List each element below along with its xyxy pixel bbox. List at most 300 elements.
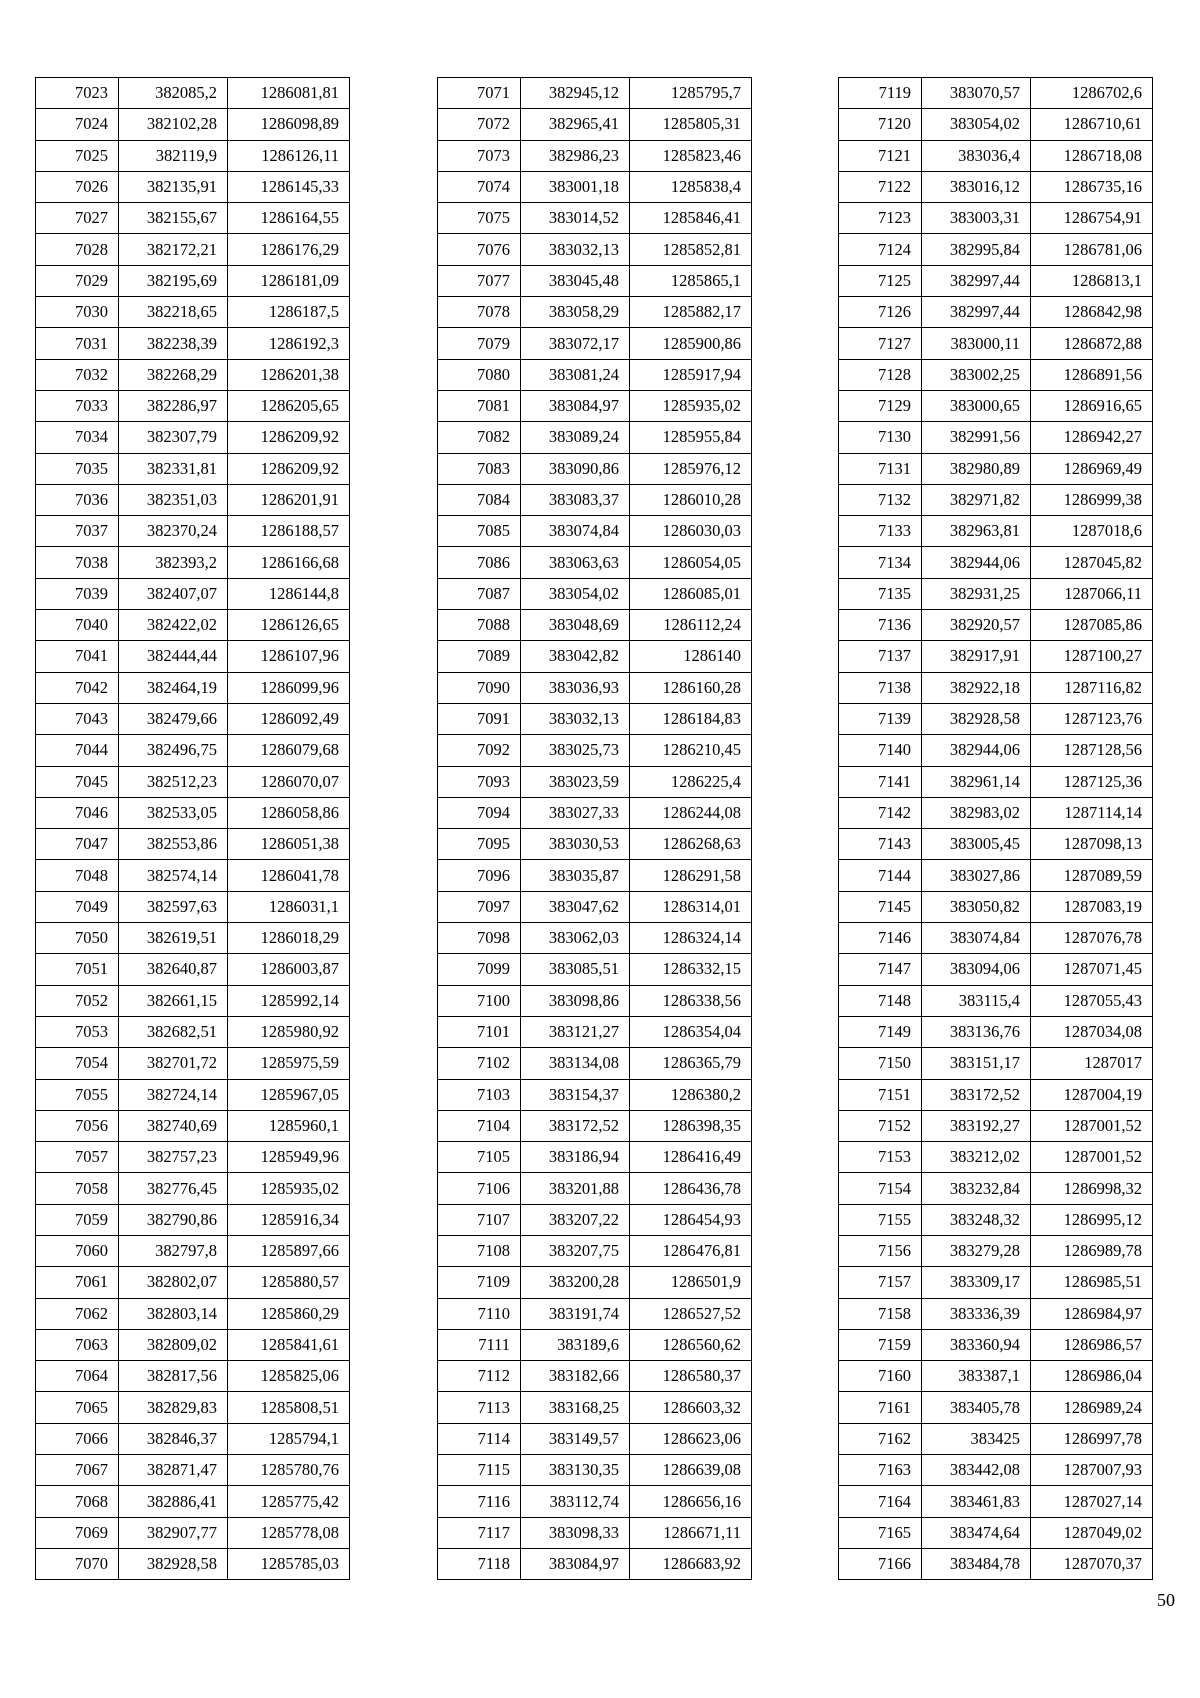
point-number-cell: 7051 <box>36 954 119 985</box>
point-number-cell: 7092 <box>438 735 521 766</box>
table-row <box>438 1423 752 1454</box>
point-number-cell: 7062 <box>36 1298 119 1329</box>
x-coordinate-cell: 383014,52 <box>521 203 630 234</box>
point-number-cell: 7114 <box>438 1423 521 1454</box>
point-number-cell: 7080 <box>438 359 521 390</box>
y-coordinate-cell: 1287089,59 <box>1031 860 1153 891</box>
point-number-cell: 7052 <box>36 985 119 1016</box>
x-coordinate-cell: 383001,18 <box>521 171 630 202</box>
y-coordinate-cell: 1286081,81 <box>228 78 350 109</box>
point-number-cell: 7075 <box>438 203 521 234</box>
y-coordinate-cell: 1286995,12 <box>1031 1204 1153 1235</box>
y-coordinate-cell: 1285860,29 <box>228 1298 350 1329</box>
x-coordinate-cell: 383134,08 <box>521 1048 630 1079</box>
x-coordinate-cell: 382268,29 <box>119 359 228 390</box>
table-row <box>36 610 350 641</box>
point-number-cell: 7089 <box>438 641 521 672</box>
x-coordinate-cell: 382922,18 <box>922 672 1031 703</box>
x-coordinate-cell: 382790,86 <box>119 1204 228 1235</box>
point-number-cell: 7065 <box>36 1392 119 1423</box>
x-coordinate-cell: 383025,73 <box>521 735 630 766</box>
point-number-cell: 7027 <box>36 203 119 234</box>
point-number-cell: 7096 <box>438 860 521 891</box>
point-number-cell: 7078 <box>438 297 521 328</box>
table-row <box>36 547 350 578</box>
x-coordinate-cell: 383191,74 <box>521 1298 630 1329</box>
x-coordinate-cell: 382928,58 <box>119 1548 228 1579</box>
table-row <box>36 829 350 860</box>
table-row <box>36 109 350 140</box>
x-coordinate-cell: 382597,63 <box>119 891 228 922</box>
point-number-cell: 7125 <box>839 265 922 296</box>
y-coordinate-cell: 1287076,78 <box>1031 923 1153 954</box>
x-coordinate-cell: 383279,28 <box>922 1235 1031 1266</box>
y-coordinate-cell: 1287055,43 <box>1031 985 1153 1016</box>
x-coordinate-cell: 382797,8 <box>119 1235 228 1266</box>
table-row <box>839 1267 1153 1298</box>
x-coordinate-cell: 383000,11 <box>922 328 1031 359</box>
table-row <box>438 453 752 484</box>
table-row <box>438 735 752 766</box>
table-row <box>438 1329 752 1360</box>
table-row <box>438 1204 752 1235</box>
table-row <box>36 954 350 985</box>
point-number-cell: 7157 <box>839 1267 922 1298</box>
point-number-cell: 7054 <box>36 1048 119 1079</box>
point-number-cell: 7131 <box>839 453 922 484</box>
point-number-cell: 7108 <box>438 1235 521 1266</box>
point-number-cell: 7061 <box>36 1267 119 1298</box>
x-coordinate-cell: 383002,25 <box>922 359 1031 390</box>
table-row <box>839 140 1153 171</box>
x-coordinate-cell: 383081,24 <box>521 359 630 390</box>
y-coordinate-cell: 1286872,88 <box>1031 328 1153 359</box>
point-number-cell: 7097 <box>438 891 521 922</box>
y-coordinate-cell: 1286209,92 <box>228 422 350 453</box>
x-coordinate-cell: 382757,23 <box>119 1142 228 1173</box>
x-coordinate-cell: 382986,23 <box>521 140 630 171</box>
y-coordinate-cell: 1286098,89 <box>228 109 350 140</box>
x-coordinate-cell: 382965,41 <box>521 109 630 140</box>
point-number-cell: 7100 <box>438 985 521 1016</box>
table-row <box>438 641 752 672</box>
point-number-cell: 7161 <box>839 1392 922 1423</box>
x-coordinate-cell: 383050,82 <box>922 891 1031 922</box>
point-number-cell: 7143 <box>839 829 922 860</box>
point-number-cell: 7046 <box>36 797 119 828</box>
point-number-cell: 7082 <box>438 422 521 453</box>
x-coordinate-cell: 382407,07 <box>119 578 228 609</box>
point-number-cell: 7066 <box>36 1423 119 1454</box>
point-number-cell: 7099 <box>438 954 521 985</box>
table-row <box>36 766 350 797</box>
y-coordinate-cell: 1287017 <box>1031 1048 1153 1079</box>
table-row <box>438 954 752 985</box>
x-coordinate-cell: 382802,07 <box>119 1267 228 1298</box>
x-coordinate-cell: 383207,75 <box>521 1235 630 1266</box>
point-number-cell: 7058 <box>36 1173 119 1204</box>
x-coordinate-cell: 383016,12 <box>922 171 1031 202</box>
point-number-cell: 7145 <box>839 891 922 922</box>
y-coordinate-cell: 1286099,96 <box>228 672 350 703</box>
x-coordinate-cell: 383232,84 <box>922 1173 1031 1204</box>
x-coordinate-cell: 383005,45 <box>922 829 1031 860</box>
y-coordinate-cell: 1285935,02 <box>630 390 752 421</box>
point-number-cell: 7137 <box>839 641 922 672</box>
y-coordinate-cell: 1285949,96 <box>228 1142 350 1173</box>
table-row <box>839 860 1153 891</box>
x-coordinate-cell: 383023,59 <box>521 766 630 797</box>
x-coordinate-cell: 383089,24 <box>521 422 630 453</box>
y-coordinate-cell: 1286164,55 <box>228 203 350 234</box>
y-coordinate-cell: 1286332,15 <box>630 954 752 985</box>
table-row <box>36 1235 350 1266</box>
y-coordinate-cell: 1286166,68 <box>228 547 350 578</box>
table-row <box>839 672 1153 703</box>
table-row <box>36 1517 350 1548</box>
x-coordinate-cell: 382917,91 <box>922 641 1031 672</box>
x-coordinate-cell: 382995,84 <box>922 234 1031 265</box>
point-number-cell: 7071 <box>438 78 521 109</box>
x-coordinate-cell: 382871,47 <box>119 1455 228 1486</box>
y-coordinate-cell: 1286560,62 <box>630 1329 752 1360</box>
table-row <box>839 390 1153 421</box>
x-coordinate-cell: 382928,58 <box>922 703 1031 734</box>
point-number-cell: 7141 <box>839 766 922 797</box>
x-coordinate-cell: 382829,83 <box>119 1392 228 1423</box>
point-number-cell: 7142 <box>839 797 922 828</box>
table-row <box>438 1548 752 1579</box>
y-coordinate-cell: 1286140 <box>630 641 752 672</box>
point-number-cell: 7064 <box>36 1361 119 1392</box>
table-row <box>438 140 752 171</box>
y-coordinate-cell: 1285960,1 <box>228 1110 350 1141</box>
x-coordinate-cell: 382931,25 <box>922 578 1031 609</box>
table-row <box>36 359 350 390</box>
y-coordinate-cell: 1286986,57 <box>1031 1329 1153 1360</box>
table-row <box>839 578 1153 609</box>
table-row <box>36 703 350 734</box>
point-number-cell: 7150 <box>839 1048 922 1079</box>
x-coordinate-cell: 383084,97 <box>521 390 630 421</box>
table-row <box>839 203 1153 234</box>
table-row <box>839 735 1153 766</box>
x-coordinate-cell: 382218,65 <box>119 297 228 328</box>
table-row <box>839 78 1153 109</box>
x-coordinate-cell: 382997,44 <box>922 297 1031 328</box>
point-number-cell: 7147 <box>839 954 922 985</box>
x-coordinate-cell: 383003,31 <box>922 203 1031 234</box>
point-number-cell: 7048 <box>36 860 119 891</box>
y-coordinate-cell: 1286126,65 <box>228 610 350 641</box>
table-row <box>438 923 752 954</box>
x-coordinate-cell: 383189,6 <box>521 1329 630 1360</box>
x-coordinate-cell: 383035,87 <box>521 860 630 891</box>
y-coordinate-cell: 1285823,46 <box>630 140 752 171</box>
y-coordinate-cell: 1285865,1 <box>630 265 752 296</box>
y-coordinate-cell: 1285880,57 <box>228 1267 350 1298</box>
point-number-cell: 7109 <box>438 1267 521 1298</box>
x-coordinate-cell: 383192,27 <box>922 1110 1031 1141</box>
coordinate-table-middle <box>437 77 752 1580</box>
point-number-cell: 7077 <box>438 265 521 296</box>
table-row <box>36 923 350 954</box>
table-row <box>438 547 752 578</box>
point-number-cell: 7120 <box>839 109 922 140</box>
x-coordinate-cell: 383058,29 <box>521 297 630 328</box>
point-number-cell: 7138 <box>839 672 922 703</box>
x-coordinate-cell: 382961,14 <box>922 766 1031 797</box>
table-row <box>36 985 350 1016</box>
table-row <box>438 985 752 1016</box>
table-row <box>36 641 350 672</box>
point-number-cell: 7049 <box>36 891 119 922</box>
x-coordinate-cell: 382574,14 <box>119 860 228 891</box>
point-number-cell: 7085 <box>438 516 521 547</box>
x-coordinate-cell: 382776,45 <box>119 1173 228 1204</box>
point-number-cell: 7032 <box>36 359 119 390</box>
point-number-cell: 7122 <box>839 171 922 202</box>
y-coordinate-cell: 1286735,16 <box>1031 171 1153 202</box>
table-row <box>438 1016 752 1047</box>
table-row <box>839 1142 1153 1173</box>
y-coordinate-cell: 1286989,24 <box>1031 1392 1153 1423</box>
y-coordinate-cell: 1287004,19 <box>1031 1079 1153 1110</box>
x-coordinate-cell: 383036,93 <box>521 672 630 703</box>
y-coordinate-cell: 1285805,31 <box>630 109 752 140</box>
table-row <box>839 1329 1153 1360</box>
point-number-cell: 7025 <box>36 140 119 171</box>
y-coordinate-cell: 1286070,07 <box>228 766 350 797</box>
y-coordinate-cell: 1286291,58 <box>630 860 752 891</box>
x-coordinate-cell: 383336,39 <box>922 1298 1031 1329</box>
table-row <box>839 797 1153 828</box>
point-number-cell: 7116 <box>438 1486 521 1517</box>
y-coordinate-cell: 1286225,4 <box>630 766 752 797</box>
x-coordinate-cell: 382640,87 <box>119 954 228 985</box>
y-coordinate-cell: 1285976,12 <box>630 453 752 484</box>
x-coordinate-cell: 383027,86 <box>922 860 1031 891</box>
table-row <box>36 1016 350 1047</box>
point-number-cell: 7074 <box>438 171 521 202</box>
table-row <box>438 1517 752 1548</box>
table-row <box>36 422 350 453</box>
point-number-cell: 7115 <box>438 1455 521 1486</box>
point-number-cell: 7043 <box>36 703 119 734</box>
y-coordinate-cell: 1285992,14 <box>228 985 350 1016</box>
table-row <box>36 1048 350 1079</box>
y-coordinate-cell: 1285917,94 <box>630 359 752 390</box>
x-coordinate-cell: 382971,82 <box>922 484 1031 515</box>
point-number-cell: 7095 <box>438 829 521 860</box>
point-number-cell: 7118 <box>438 1548 521 1579</box>
point-number-cell: 7152 <box>839 1110 922 1141</box>
y-coordinate-cell: 1285852,81 <box>630 234 752 265</box>
x-coordinate-cell: 382286,97 <box>119 390 228 421</box>
x-coordinate-cell: 382085,2 <box>119 78 228 109</box>
table-row <box>839 641 1153 672</box>
x-coordinate-cell: 382370,24 <box>119 516 228 547</box>
point-number-cell: 7070 <box>36 1548 119 1579</box>
x-coordinate-cell: 382135,91 <box>119 171 228 202</box>
point-number-cell: 7072 <box>438 109 521 140</box>
coordinate-table-right <box>838 77 1153 1580</box>
y-coordinate-cell: 1286813,1 <box>1031 265 1153 296</box>
x-coordinate-cell: 383084,97 <box>521 1548 630 1579</box>
point-number-cell: 7133 <box>839 516 922 547</box>
table-row <box>36 797 350 828</box>
y-coordinate-cell: 1285794,1 <box>228 1423 350 1454</box>
x-coordinate-cell: 383074,84 <box>521 516 630 547</box>
table-row <box>36 1455 350 1486</box>
point-number-cell: 7121 <box>839 140 922 171</box>
table-row <box>438 1173 752 1204</box>
table-row <box>839 1392 1153 1423</box>
x-coordinate-cell: 383248,32 <box>922 1204 1031 1235</box>
table-row <box>36 1423 350 1454</box>
table-row <box>839 359 1153 390</box>
y-coordinate-cell: 1286126,11 <box>228 140 350 171</box>
point-number-cell: 7044 <box>36 735 119 766</box>
y-coordinate-cell: 1286314,01 <box>630 891 752 922</box>
coordinate-table-left <box>35 77 350 1580</box>
point-number-cell: 7031 <box>36 328 119 359</box>
x-coordinate-cell: 382980,89 <box>922 453 1031 484</box>
x-coordinate-cell: 382701,72 <box>119 1048 228 1079</box>
x-coordinate-cell: 383047,62 <box>521 891 630 922</box>
y-coordinate-cell: 1286986,04 <box>1031 1361 1153 1392</box>
x-coordinate-cell: 382740,69 <box>119 1110 228 1141</box>
y-coordinate-cell: 1286079,68 <box>228 735 350 766</box>
point-number-cell: 7135 <box>839 578 922 609</box>
x-coordinate-cell: 383112,74 <box>521 1486 630 1517</box>
point-number-cell: 7024 <box>36 109 119 140</box>
table-row <box>839 1173 1153 1204</box>
y-coordinate-cell: 1287100,27 <box>1031 641 1153 672</box>
table-row <box>438 891 752 922</box>
table-row <box>438 390 752 421</box>
x-coordinate-cell: 383130,35 <box>521 1455 630 1486</box>
table-row <box>438 578 752 609</box>
point-number-cell: 7159 <box>839 1329 922 1360</box>
table-row <box>839 1548 1153 1579</box>
x-coordinate-cell: 382846,37 <box>119 1423 228 1454</box>
point-number-cell: 7132 <box>839 484 922 515</box>
point-number-cell: 7047 <box>36 829 119 860</box>
x-coordinate-cell: 382945,12 <box>521 78 630 109</box>
y-coordinate-cell: 1286942,27 <box>1031 422 1153 453</box>
x-coordinate-cell: 383054,02 <box>922 109 1031 140</box>
table-row <box>438 78 752 109</box>
y-coordinate-cell: 1287007,93 <box>1031 1455 1153 1486</box>
y-coordinate-cell: 1287085,86 <box>1031 610 1153 641</box>
x-coordinate-cell: 382991,56 <box>922 422 1031 453</box>
y-coordinate-cell: 1286160,28 <box>630 672 752 703</box>
y-coordinate-cell: 1286476,81 <box>630 1235 752 1266</box>
point-number-cell: 7110 <box>438 1298 521 1329</box>
y-coordinate-cell: 1286268,63 <box>630 829 752 860</box>
point-number-cell: 7060 <box>36 1235 119 1266</box>
table-row <box>438 516 752 547</box>
table-row <box>36 1204 350 1235</box>
table-row <box>839 1110 1153 1141</box>
table-row <box>438 1267 752 1298</box>
x-coordinate-cell: 382479,66 <box>119 703 228 734</box>
x-coordinate-cell: 383115,4 <box>922 985 1031 1016</box>
point-number-cell: 7094 <box>438 797 521 828</box>
point-number-cell: 7098 <box>438 923 521 954</box>
point-number-cell: 7129 <box>839 390 922 421</box>
y-coordinate-cell: 1287098,13 <box>1031 829 1153 860</box>
x-coordinate-cell: 383083,37 <box>521 484 630 515</box>
table-row <box>36 672 350 703</box>
table-row <box>36 1298 350 1329</box>
point-number-cell: 7106 <box>438 1173 521 1204</box>
x-coordinate-cell: 383036,4 <box>922 140 1031 171</box>
point-number-cell: 7037 <box>36 516 119 547</box>
point-number-cell: 7111 <box>438 1329 521 1360</box>
y-coordinate-cell: 1286710,61 <box>1031 109 1153 140</box>
x-coordinate-cell: 382307,79 <box>119 422 228 453</box>
x-coordinate-cell: 383154,37 <box>521 1079 630 1110</box>
x-coordinate-cell: 382533,05 <box>119 797 228 828</box>
point-number-cell: 7162 <box>839 1423 922 1454</box>
table-row <box>36 390 350 421</box>
y-coordinate-cell: 1286176,29 <box>228 234 350 265</box>
x-coordinate-cell: 382512,23 <box>119 766 228 797</box>
table-row <box>438 1048 752 1079</box>
table-row <box>438 234 752 265</box>
table-row <box>438 1235 752 1266</box>
point-number-cell: 7148 <box>839 985 922 1016</box>
table-row <box>839 703 1153 734</box>
y-coordinate-cell: 1286324,14 <box>630 923 752 954</box>
x-coordinate-cell: 383045,48 <box>521 265 630 296</box>
point-number-cell: 7045 <box>36 766 119 797</box>
x-coordinate-cell: 382553,86 <box>119 829 228 860</box>
y-coordinate-cell: 1286989,78 <box>1031 1235 1153 1266</box>
table-row <box>36 265 350 296</box>
y-coordinate-cell: 1286031,1 <box>228 891 350 922</box>
point-number-cell: 7036 <box>36 484 119 515</box>
x-coordinate-cell: 382155,67 <box>119 203 228 234</box>
point-number-cell: 7028 <box>36 234 119 265</box>
table-row <box>438 1361 752 1392</box>
point-number-cell: 7023 <box>36 78 119 109</box>
table-row <box>438 297 752 328</box>
y-coordinate-cell: 1286018,29 <box>228 923 350 954</box>
y-coordinate-cell: 1285897,66 <box>228 1235 350 1266</box>
y-coordinate-cell: 1287071,45 <box>1031 954 1153 985</box>
point-number-cell: 7063 <box>36 1329 119 1360</box>
y-coordinate-cell: 1286112,24 <box>630 610 752 641</box>
y-coordinate-cell: 1286623,06 <box>630 1423 752 1454</box>
y-coordinate-cell: 1287045,82 <box>1031 547 1153 578</box>
table-row <box>438 797 752 828</box>
table-row <box>839 109 1153 140</box>
point-number-cell: 7040 <box>36 610 119 641</box>
x-coordinate-cell: 383182,66 <box>521 1361 630 1392</box>
table-row <box>438 703 752 734</box>
table-row <box>438 1486 752 1517</box>
y-coordinate-cell: 1286030,03 <box>630 516 752 547</box>
y-coordinate-cell: 1286188,57 <box>228 516 350 547</box>
table-row <box>839 1486 1153 1517</box>
table-row <box>839 923 1153 954</box>
x-coordinate-cell: 382809,02 <box>119 1329 228 1360</box>
point-number-cell: 7154 <box>839 1173 922 1204</box>
y-coordinate-cell: 1285825,06 <box>228 1361 350 1392</box>
